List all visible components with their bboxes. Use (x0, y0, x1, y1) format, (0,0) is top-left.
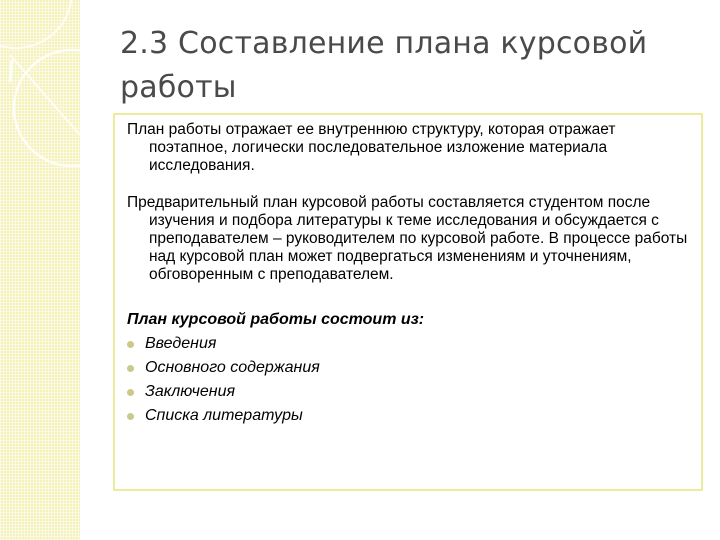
content-box (113, 113, 703, 491)
bullet-icon (127, 413, 134, 420)
list-item-label: Заключения (145, 383, 236, 400)
list-item-label: Основного содержания (145, 359, 320, 376)
list-item (127, 332, 691, 356)
list-item (127, 380, 691, 404)
decorative-circles-graphic (0, 0, 80, 200)
paragraph-plan-structure: План работы отражает ее внутреннюю структуру, которая отражает поэтапное, логически последовательное изложение материала исследования. (127, 121, 616, 174)
bullet-icon (127, 341, 134, 348)
slide-title: 2.3 Составление плана курсовой работы (120, 26, 648, 105)
plan-list (127, 332, 691, 428)
bullet-icon (127, 389, 134, 396)
list-item (127, 404, 691, 428)
list-item-label: Списка литературы (145, 407, 303, 424)
list-item-label: Введения (145, 335, 217, 352)
bullet-icon (127, 365, 134, 372)
paragraph-preliminary-plan: Предварительный план курсовой работы составляется студентом после изучения и подбора литературы к теме исследования и обсуждается с преподавателем – руководителем по курсовой работе. В процессе работы над курсовой план может подвергаться изменениям и уточнениям, обговоренным с преподавателем. (127, 194, 688, 283)
decorative-sidebar (0, 0, 80, 540)
plan-heading: План курсовой работы состоит из: (127, 311, 425, 328)
list-item (127, 356, 691, 380)
